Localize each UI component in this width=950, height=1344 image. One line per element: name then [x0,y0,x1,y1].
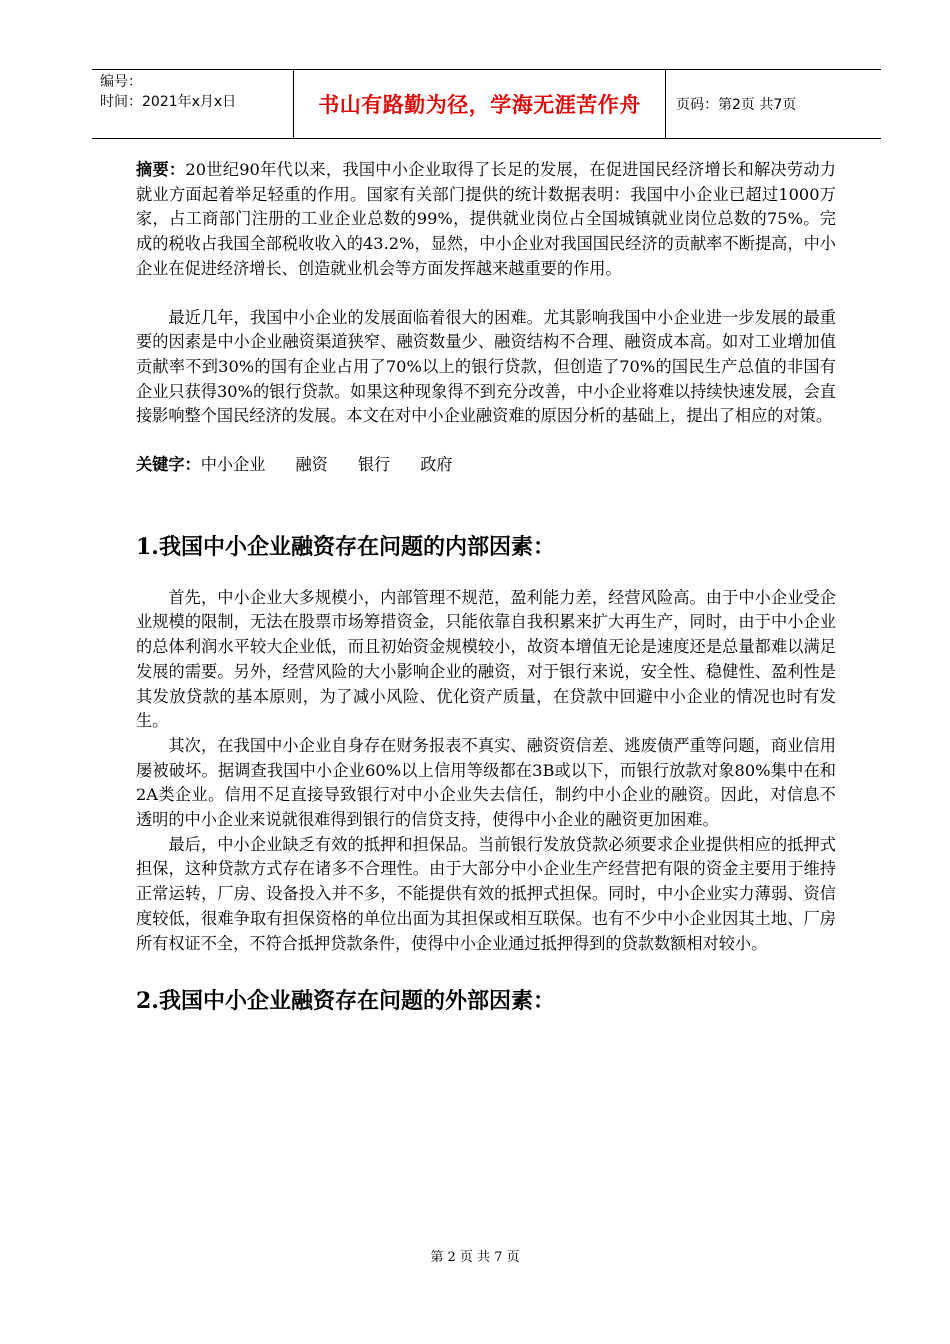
keyword-item: 政府 [420,455,453,475]
header-meta [92,70,293,138]
abstract-label: 摘要： [136,160,186,179]
header-page-info: 页码：第2页 共7页 [676,97,797,113]
intro-paragraph: 最近几年，我国中小企业的发展面临着很大的困难。尤其影响我国中小企业进一步发展的最重要的因素是中小企业融资渠道狭窄、融资数量少、融资结构不合理、融资成本高。如对工业增加值贡献率不到30%的国有企业占用了70%以上的银行贷款，但创造了70%的国民生产总值的非国有企业只获得30%的银行贷款。如果这种现象得不到充分改善，中小企业将难以持续快速发展，会直接影响整个国民经济的发展。本文在对中小企业融资难的原因分析的基础上，提出了相应的对策。 [136,307,836,426]
document-header [92,69,881,139]
abstract-text: 20世纪90年代以来，我国中小企业取得了长足的发展，在促进国民经济增长和解决劳动力就业方面起着举足轻重的作用。国家有关部门提供的统计数据表明：我国中小企业已超过1000万家，占工商部门注册的工业企业总数的99%，提供就业岗位占全国城镇就业岗位总数的75%。完成的税收占我国全部税收收入的43.2%，显然，中小企业对我国国民经济的贡献率不断提高，中小企业在促进经济增长、创造就业机会等方面发挥越来越重要的作用。 [136,160,836,278]
section1-paragraph: 其次，在我国中小企业自身存在财务报表不真实、融资资信差、逃废债严重等问题，商业信用屡被破坏。据调查我国中小企业60%以上信用等级都在3B或以下，而银行放款对象80%集中在和2A类企业。信用不足直接导致银行对中小企业失去信任，制约中小企业的融资。因此，对信息不透明的中小企业来说就很难得到银行的信贷支持，使得中小企业的融资更加困难。 [136,735,836,830]
section1-paragraph: 首先，中小企业大多规模小，内部管理不规范，盈利能力差，经营风险高。由于中小企业受企业规模的限制，无法在股票市场筹措资金，只能依靠自我积累来扩大再生产，同时，由于中小企业的总体利润水平较大企业低，而且初始资金规模较小，故资本增值无论是速度还是总量都难以满足发展的需要。另外，经营风险的大小影响企业的融资，对于银行来说，安全性、稳健性、盈利性是其发放贷款的基本原则，为了减小风险、优化资产质量，在贷款中回避中小企业的情况也时有发生。 [136,587,836,731]
section1-heading: 1.我国中小企业融资存在问题的内部因素： [136,533,555,560]
section1-paragraph: 最后，中小企业缺乏有效的抵押和担保品。当前银行发放贷款必须要求企业提供相应的抵押式担保，这种贷款方式存在诸多不合理性。由于大部分中小企业生产经营把有限的资金主要用于维持正常运转，厂房、设备投入并不多，不能提供有效的抵押式担保。同时，中小企业实力薄弱、资信度较低，很难争取有担保资格的单位出面为其担保或相互联保。也有不少中小企业因其土地、厂房所有权证不全，不符合抵押贷款条件，使得中小企业通过抵押得到的贷款数额相对较小。 [136,834,836,953]
number-label: 编号： [100,74,142,90]
keyword-item: 融资 [295,455,328,475]
abstract-paragraph [136,158,836,282]
page-footer: 第 2 页 共 7 页 [430,1250,520,1265]
keyword-item: 中小企业 [200,455,266,475]
header-motto: 书山有路勤为径，学海无涯苦作舟 [293,70,666,138]
keywords-line [136,453,836,478]
section2-heading: 2.我国中小企业融资存在问题的外部因素： [136,988,555,1015]
time-label: 时间：2021年x月x日 [100,94,237,110]
document-body [136,158,836,1016]
keyword-item: 银行 [357,455,391,475]
keywords-label: 关键字： [136,455,201,475]
